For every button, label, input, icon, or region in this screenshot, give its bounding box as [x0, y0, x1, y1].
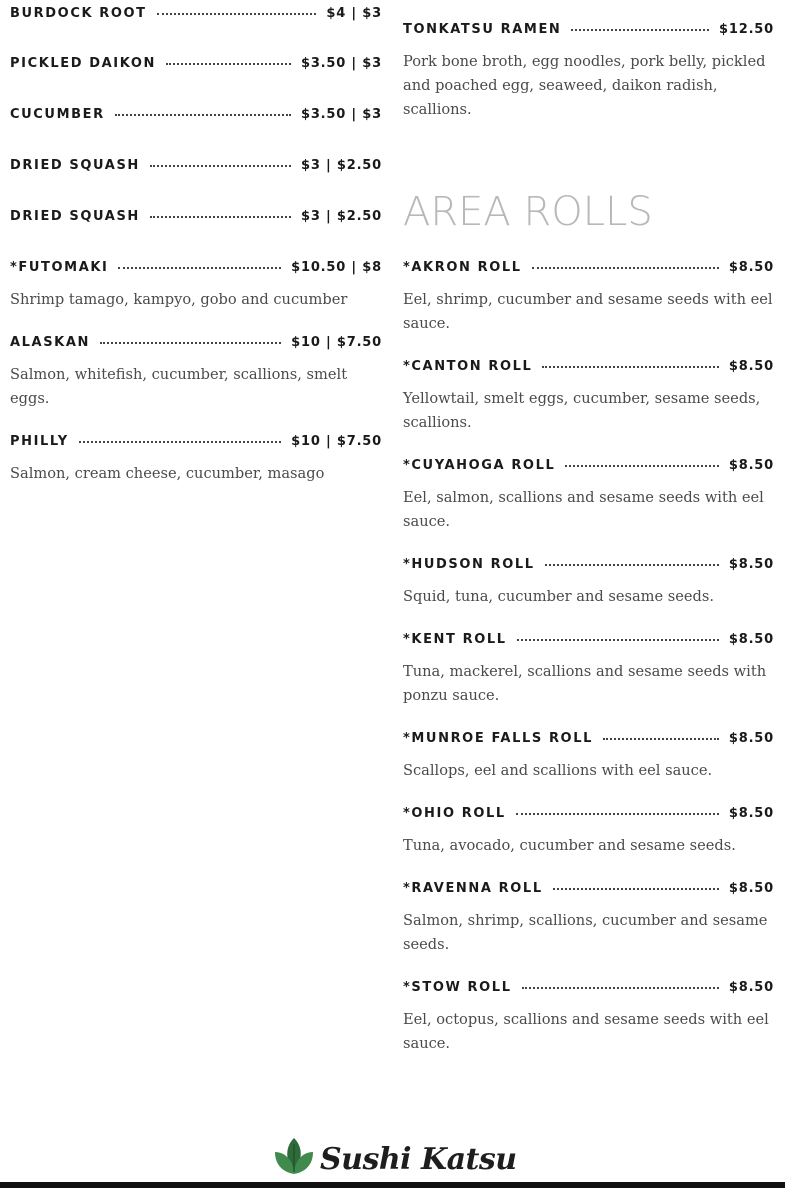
- item-price: $8.50: [728, 631, 774, 647]
- menu-item-akron-roll: [403, 254, 774, 280]
- item-name: *STOW ROLL: [403, 979, 512, 995]
- item-name: *HUDSON ROLL: [403, 556, 535, 572]
- item-description: Scallops, eel and scallions with eel sauce.: [403, 762, 713, 779]
- item-price: $8.50: [728, 979, 774, 995]
- item-price: $3 | $2.50: [300, 208, 382, 224]
- item-price: $10.50 | $8: [291, 259, 382, 275]
- menu-item-dried-squash-2: [10, 203, 382, 229]
- item-name: *CUYAHOGA ROLL: [403, 457, 556, 473]
- menu-item-burdock-root: [10, 0, 382, 26]
- dot-leader: [542, 366, 718, 368]
- item-description: Salmon, cream cheese, cucumber, masago: [10, 465, 325, 482]
- dot-leader: [79, 441, 281, 443]
- bottom-bar: [0, 1182, 785, 1188]
- item-price: $10 | $7.50: [291, 334, 382, 350]
- item-name: *CANTON ROLL: [403, 358, 533, 374]
- dot-leader: [118, 267, 281, 269]
- item-name: *AKRON ROLL: [403, 259, 522, 275]
- item-price: $3 | $2.50: [300, 157, 382, 173]
- menu-item-stow-roll: [403, 974, 774, 1000]
- menu-item-futomaki: [10, 254, 382, 280]
- menu-item-ohio-roll: [403, 800, 774, 826]
- item-price: $8.50: [728, 358, 774, 374]
- menu-item-philly: [10, 428, 382, 454]
- item-description: Eel, salmon, scallions and sesame seeds with eel sauce.: [403, 489, 764, 530]
- dot-leader: [532, 267, 719, 269]
- menu-item-canton-roll: [403, 353, 774, 379]
- item-name: *KENT ROLL: [403, 631, 507, 647]
- item-description: Pork bone broth, egg noodles, pork belly, pickled and poached egg, seaweed, daikon radish, scallions.: [403, 53, 766, 118]
- item-name: BURDOCK ROOT: [10, 5, 147, 21]
- item-price: $8.50: [728, 805, 774, 821]
- item-price: $10 | $7.50: [291, 433, 382, 449]
- dot-leader: [150, 216, 291, 218]
- item-name: PICKLED DAIKON: [10, 55, 156, 71]
- item-name: PHILLY: [10, 433, 69, 449]
- item-name: *MUNROE FALLS ROLL: [403, 730, 593, 746]
- menu-item-munroe-falls-roll: [403, 725, 774, 751]
- dot-leader: [516, 813, 719, 815]
- menu-item-cucumber: [10, 101, 382, 127]
- item-description: Squid, tuna, cucumber and sesame seeds.: [403, 588, 714, 605]
- brand-name: Sushi Katsu: [320, 1141, 517, 1177]
- dot-leader: [517, 639, 719, 641]
- menu-item-ravenna-roll: [403, 875, 774, 901]
- item-description: Yellowtail, smelt eggs, cucumber, sesame seeds, scallions.: [403, 390, 761, 431]
- dot-leader: [603, 738, 719, 740]
- menu-item-kent-roll: [403, 626, 774, 652]
- item-name: *FUTOMAKI: [10, 259, 109, 275]
- item-description: Shrimp tamago, kampyo, gobo and cucumber: [10, 291, 348, 308]
- dot-leader: [157, 13, 317, 15]
- menu-item-hudson-roll: [403, 551, 774, 577]
- item-price: $3.50 | $3: [300, 55, 382, 71]
- item-description: Tuna, avocado, cucumber and sesame seeds.: [403, 837, 736, 854]
- menu-item-cuyahoga-roll: [403, 452, 774, 478]
- section-title-area-rolls: AREA ROLLS: [403, 189, 653, 235]
- dot-leader: [553, 888, 719, 890]
- menu-item-pickled-daikon: [10, 50, 382, 76]
- menu-item-tonkatsu-ramen: [403, 16, 774, 42]
- item-price: $8.50: [728, 457, 774, 473]
- dot-leader: [115, 114, 291, 116]
- item-description: Eel, octopus, scallions and sesame seeds with eel sauce.: [403, 1011, 769, 1052]
- item-name: *OHIO ROLL: [403, 805, 506, 821]
- leaf-icon: [272, 1136, 316, 1182]
- menu-item-alaskan: [10, 329, 382, 355]
- item-price: $3.50 | $3: [300, 106, 382, 122]
- menu-item-dried-squash: [10, 152, 382, 178]
- item-price: $12.50: [719, 21, 774, 37]
- item-description: Salmon, shrimp, scallions, cucumber and sesame seeds.: [403, 912, 768, 953]
- item-price: $8.50: [728, 730, 774, 746]
- item-price: $4 | $3: [326, 5, 382, 21]
- dot-leader: [565, 465, 719, 467]
- item-description: Eel, shrimp, cucumber and sesame seeds with eel sauce.: [403, 291, 773, 332]
- dot-leader: [100, 342, 281, 344]
- dot-leader: [166, 63, 291, 65]
- item-name: CUCUMBER: [10, 106, 105, 122]
- item-price: $8.50: [728, 880, 774, 896]
- dot-leader: [545, 564, 719, 566]
- item-name: DRIED SQUASH: [10, 208, 140, 224]
- item-price: $8.50: [728, 556, 774, 572]
- item-price: $8.50: [728, 259, 774, 275]
- brand-logo: [272, 1136, 517, 1182]
- item-description: Salmon, whitefish, cucumber, scallions, smelt eggs.: [10, 366, 348, 407]
- item-description: Tuna, mackerel, scallions and sesame seeds with ponzu sauce.: [403, 663, 767, 704]
- item-name: *RAVENNA ROLL: [403, 880, 543, 896]
- dot-leader: [571, 29, 709, 31]
- dot-leader: [522, 987, 719, 989]
- item-name: DRIED SQUASH: [10, 157, 140, 173]
- dot-leader: [150, 165, 291, 167]
- item-name: TONKATSU RAMEN: [403, 21, 562, 37]
- item-name: ALASKAN: [10, 334, 90, 350]
